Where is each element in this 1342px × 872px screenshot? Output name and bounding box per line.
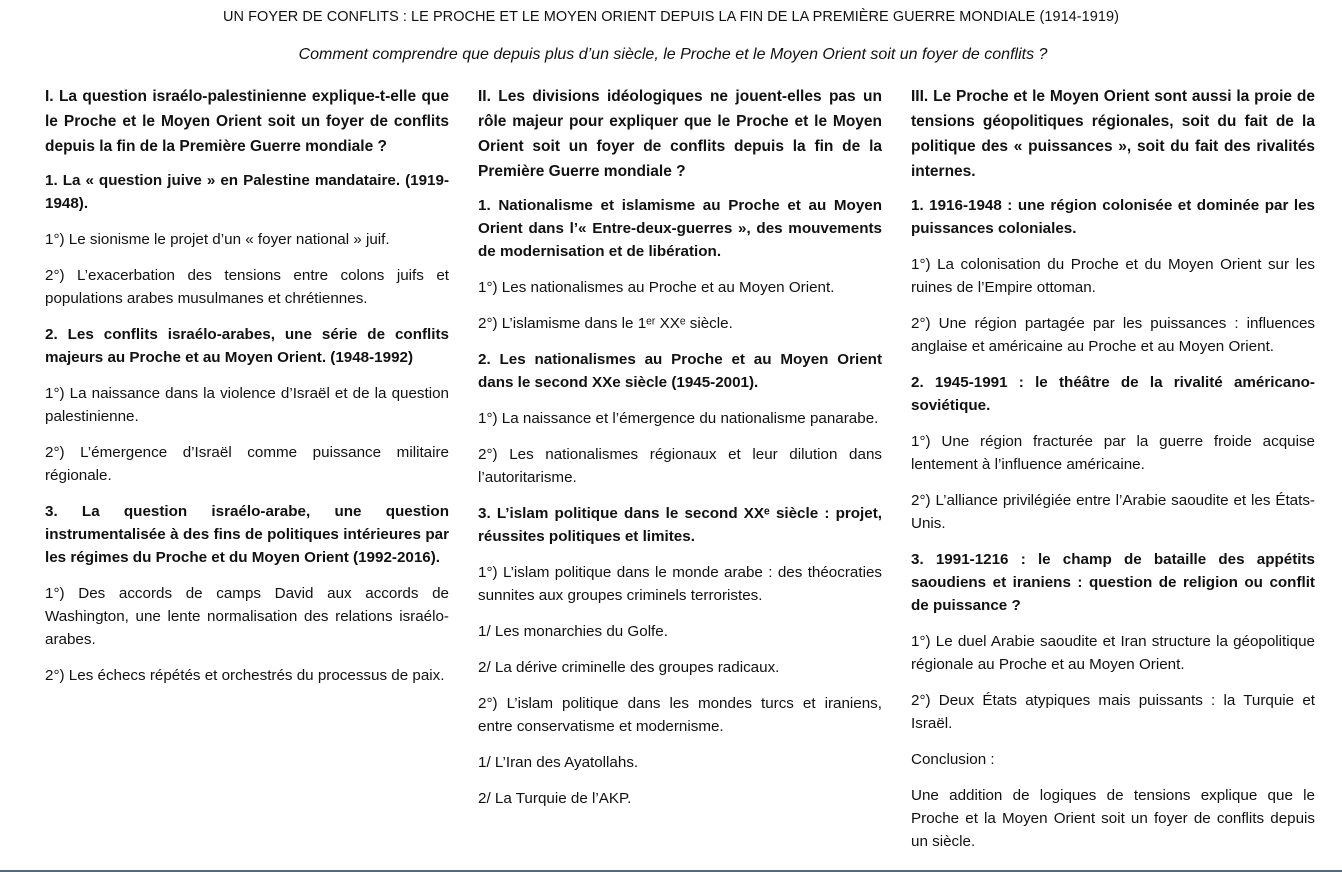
outline-item: 2/ La dérive criminelle des groupes radicaux. [478, 659, 780, 676]
column-part-1 [45, 84, 449, 700]
subsection-heading: 1. 1916-1948 : une région colonisée et dominée par les puissances coloniales. [911, 197, 1315, 237]
outline-item: 2°) L’islam politique dans les mondes turcs et iraniens, entre conservatisme et modernisme. [478, 695, 882, 735]
part-heading: III. Le Proche et le Moyen Orient sont aussi la proie de tensions géopolitiques régionales, soit du fait de la politique des « puissances », soit du fait des rivalités internes. [911, 88, 1315, 180]
outline-item: 1°) Le sionisme le projet d’un « foyer national » juif. [45, 231, 390, 248]
part-heading: I. La question israélo-palestinienne explique-t-elle que le Proche et le Moyen Orient soit un foyer de conflits depuis la fin de la Première Guerre mondiale ? [45, 88, 449, 155]
document-title: UN FOYER DE CONFLITS : LE PROCHE ET LE MOYEN ORIENT DEPUIS LA FIN DE LA PREMIÈRE GUERRE MONDIALE (1914-1919) [222, 9, 1120, 25]
outline-item: 1/ L’Iran des Ayatollahs. [478, 754, 639, 771]
subsection-heading: 1. Nationalisme et islamisme au Proche et au Moyen Orient dans l’« Entre-deux-guerres », des mouvements de modernisation et de libération. [478, 197, 882, 260]
outline-item: 1°) La colonisation du Proche et du Moyen Orient sur les ruines de l’Empire ottoman. [911, 256, 1315, 296]
subsection-heading: 3. 1991-1216 : le champ de bataille des appétits saoudiens et iraniens : question de religion ou conflit de puissance ? [911, 551, 1315, 614]
outline-item: 1/ Les monarchies du Golfe. [478, 623, 668, 640]
subsection-heading: 3. L’islam politique dans le second XXᵉ siècle : projet, réussites politiques et limites. [478, 505, 882, 545]
outline-item: 1°) Des accords de camps David aux accords de Washington, une lente normalisation des relations israélo-arabes. [45, 585, 449, 648]
outline-item: 1°) L’islam politique dans le monde arabe : des théocraties sunnites aux groupes criminels terroristes. [478, 564, 882, 604]
column-part-3 [911, 84, 1315, 866]
subsection-heading: 2. Les nationalismes au Proche et au Moyen Orient dans le second XXe siècle (1945-2001). [478, 351, 882, 391]
outline-item: 2°) Une région partagée par les puissances : influences anglaise et américaine au Proche et au Moyen Orient. [911, 315, 1315, 355]
part-heading: II. Les divisions idéologiques ne jouent-elles pas un rôle majeur pour expliquer que le Proche et le Moyen Orient soit un foyer de conflits depuis la fin de la Première Guerre mondiale ? [478, 88, 882, 180]
problem-question: Comment comprendre que depuis plus d’un siècle, le Proche et le Moyen Orient soit un foyer de conflits ? [298, 46, 1048, 63]
outline-item: 2°) L’exacerbation des tensions entre colons juifs et populations arabes musulmanes et chrétiennes. [45, 267, 449, 307]
outline-item: 2°) L’islamisme dans le 1ᵉʳ XXᵉ siècle. [478, 315, 733, 332]
subsection-heading: 1. La « question juive » en Palestine mandataire. (1919-1948). [45, 172, 449, 212]
outline-item: 2°) Deux États atypiques mais puissants : la Turquie et Israël. [911, 692, 1315, 732]
outline-item: 1°) Une région fracturée par la guerre froide acquise lentement à l’influence américaine. [911, 433, 1315, 473]
outline-item: 2°) L’émergence d’Israël comme puissance militaire régionale. [45, 444, 449, 484]
outline-item: 2°) Les nationalismes régionaux et leur dilution dans l’autoritarisme. [478, 446, 882, 486]
column-part-2 [478, 84, 882, 823]
outline-item: 1°) La naissance dans la violence d’Israël et de la question palestinienne. [45, 385, 449, 425]
subsection-heading: 3. La question israélo-arabe, une question instrumentalisée à des fins de politiques intérieures par les régimes du Proche et du Moyen Orient (1992-2016). [45, 503, 449, 566]
outline-item: 2°) L’alliance privilégiée entre l’Arabie saoudite et les États-Unis. [911, 492, 1315, 532]
outline-item: 1°) Le duel Arabie saoudite et Iran structure la géopolitique régionale au Proche et au Moyen Orient. [911, 633, 1315, 673]
outline-item: 1°) Les nationalismes au Proche et au Moyen Orient. [478, 279, 835, 296]
outline-item: 2°) Les échecs répétés et orchestrés du processus de paix. [45, 667, 445, 684]
subsection-heading: 2. 1945-1991 : le théâtre de la rivalité américano-soviétique. [911, 374, 1315, 414]
outline-item: Conclusion : [911, 751, 995, 768]
outline-item: 1°) La naissance et l’émergence du nationalisme panarabe. [478, 410, 879, 427]
outline-item: 2/ La Turquie de l’AKP. [478, 790, 632, 807]
outline-item: Une addition de logiques de tensions explique que le Proche et la Moyen Orient soit un foyer de conflits depuis un siècle. [911, 787, 1315, 850]
subsection-heading: 2. Les conflits israélo-arabes, une série de conflits majeurs au Proche et au Moyen Orient. (1948-1992) [45, 326, 449, 366]
